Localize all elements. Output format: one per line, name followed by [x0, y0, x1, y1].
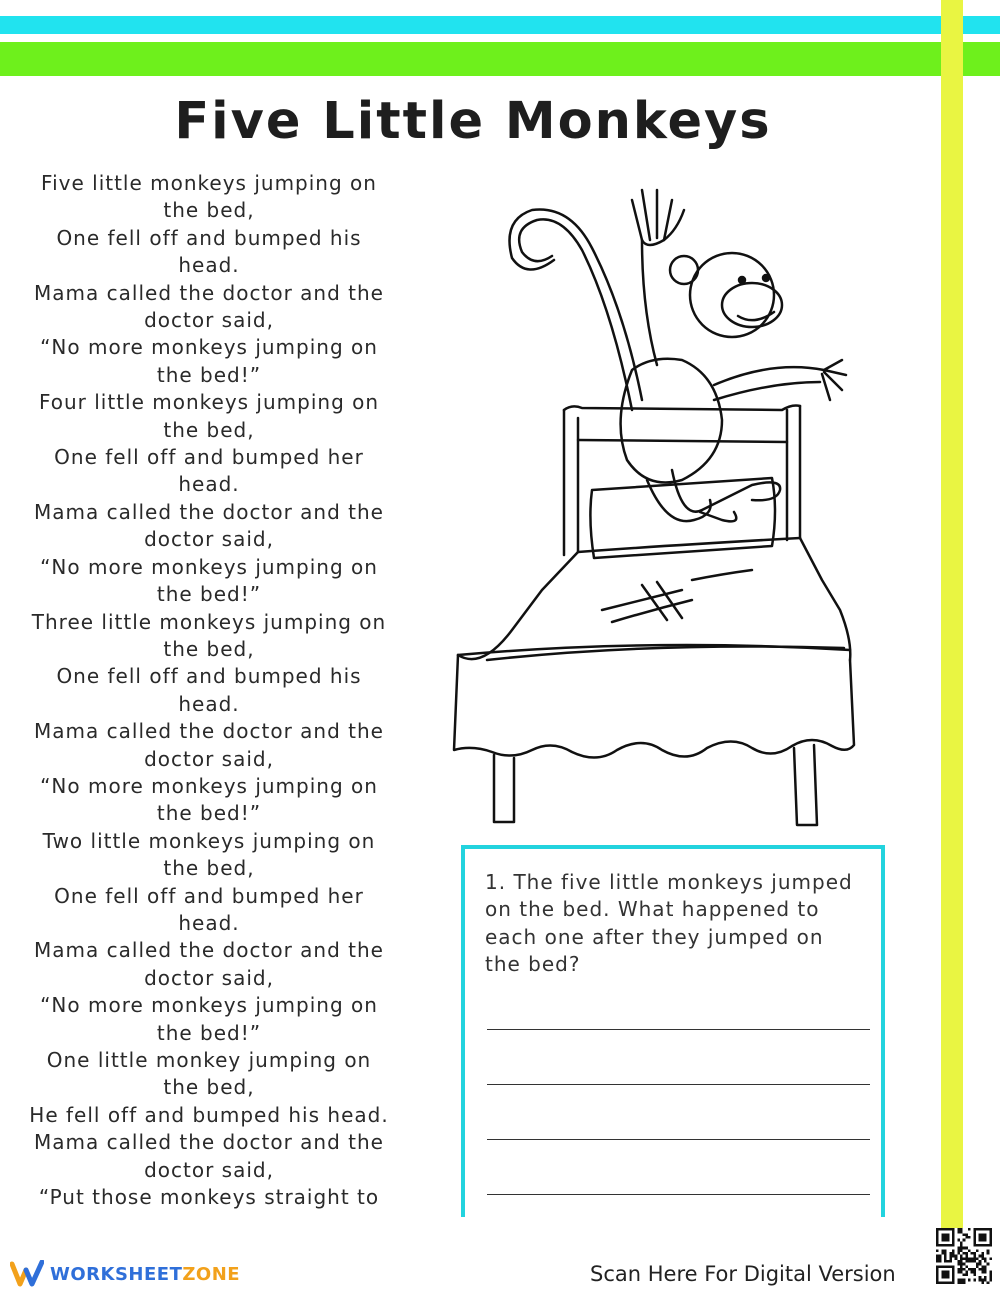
- scan-caption: Scan Here For Digital Version: [590, 1262, 896, 1286]
- poem-line: head.: [178, 691, 240, 716]
- poem-line: “No more monkeys jumping on: [40, 773, 378, 798]
- side-yellow-stripe: [941, 0, 963, 1242]
- poem-line: Mama called the doctor and the: [34, 499, 384, 524]
- poem-line: He fell off and bumped his head.: [29, 1102, 389, 1127]
- poem-line: head.: [178, 472, 240, 497]
- poem-line: the bed,: [163, 1075, 255, 1100]
- poem-line: Two little monkeys jumping on: [42, 828, 376, 853]
- poem-line: Mama called the doctor and the: [34, 719, 384, 744]
- poem-line: Mama called the doctor and the: [34, 1130, 384, 1155]
- poem-line: One fell off and bumped her: [54, 445, 364, 470]
- poem-line: doctor said,: [144, 965, 274, 990]
- poem-line: Three little monkeys jumping on: [31, 609, 387, 634]
- poem-line: “No more monkeys jumping on: [40, 554, 378, 579]
- brand-name-part2: ZONE: [182, 1263, 241, 1285]
- answer-line[interactable]: [487, 1139, 870, 1140]
- poem-line: “No more monkeys jumping on: [40, 335, 378, 360]
- poem-line: doctor said,: [144, 1157, 274, 1182]
- poem-line: the bed!”: [156, 582, 262, 607]
- poem-line: head.: [178, 253, 240, 278]
- page-title: Five Little Monkeys: [174, 92, 772, 151]
- poem-line: Five little monkeys jumping on: [41, 171, 377, 195]
- answer-line[interactable]: [487, 1029, 870, 1030]
- poem-line: the bed!”: [156, 1020, 262, 1045]
- poem-line: the bed,: [163, 636, 255, 661]
- poem-line: Mama called the doctor and the: [34, 938, 384, 963]
- poem-line: One little monkey jumping on: [46, 1048, 372, 1072]
- poem-line: head.: [178, 910, 240, 935]
- poem-text: [20, 170, 398, 1211]
- poem-line: the bed,: [163, 198, 255, 223]
- monkey-on-bed-illustration: [452, 160, 862, 835]
- poem-line: “No more monkeys jumping on: [40, 993, 378, 1018]
- poem-line: One fell off and bumped his: [56, 664, 362, 689]
- poem-line: the bed,: [163, 417, 255, 442]
- poem-line: the bed!”: [156, 362, 262, 387]
- question-text: 1. The five little monkeys jumped on the bed. What happened to each one after they jumped on the bed?: [485, 870, 853, 977]
- poem-line: doctor said,: [144, 746, 274, 771]
- poem-line: One fell off and bumped her: [54, 883, 364, 908]
- poem-line: One fell off and bumped his: [56, 225, 362, 250]
- answer-line[interactable]: [487, 1084, 870, 1085]
- qr-code-icon[interactable]: [936, 1228, 992, 1284]
- worksheetzone-logo[interactable]: [10, 1258, 240, 1290]
- poem-line: the bed!”: [156, 801, 262, 826]
- poem-line: doctor said,: [144, 308, 274, 333]
- question-box: [461, 845, 885, 1217]
- answer-line[interactable]: [487, 1194, 870, 1195]
- top-green-stripe: [0, 42, 1000, 76]
- worksheetzone-logo-icon: [10, 1260, 44, 1288]
- brand-name-part1: WORKSHEET: [50, 1263, 183, 1285]
- poem-line: Mama called the doctor and the: [34, 280, 384, 305]
- top-cyan-stripe: [0, 16, 1000, 34]
- poem-line: Four little monkeys jumping on: [38, 390, 380, 415]
- poem-line: the bed,: [163, 856, 255, 881]
- poem-line: doctor said,: [144, 527, 274, 552]
- poem-line: “Put those monkeys straight to: [38, 1185, 380, 1210]
